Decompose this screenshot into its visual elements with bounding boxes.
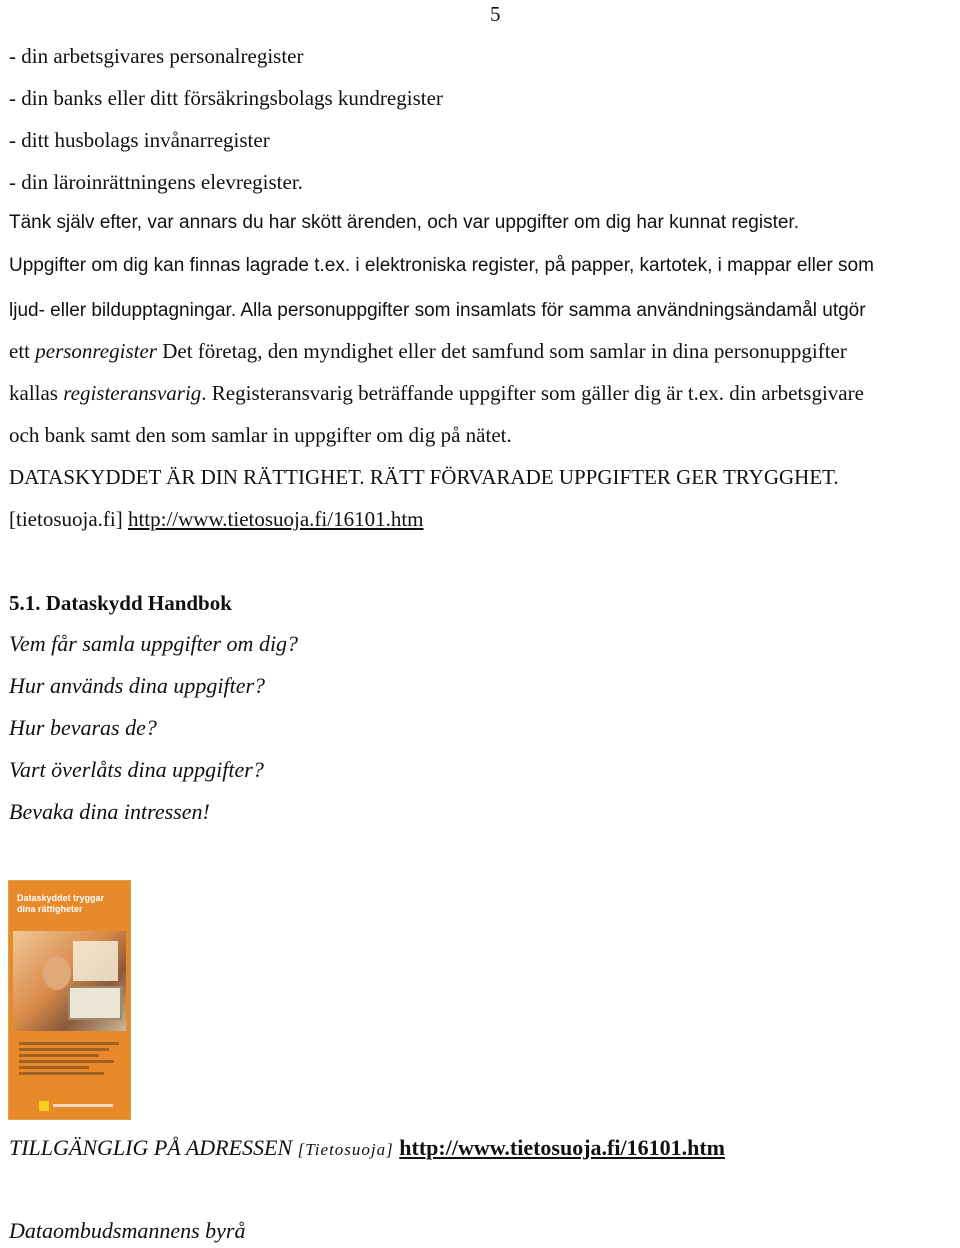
section-title: 5.1. Dataskydd Handbok — [9, 591, 232, 615]
question: Bevaka dina intressen! — [9, 799, 210, 824]
question: Hur används dina uppgifter? — [9, 673, 266, 698]
list-item: - din arbetsgivares personalregister — [9, 44, 304, 68]
paragraph-text: Det företag, den myndighet eller det samfund som samlar in dina personuppgifter — [156, 339, 847, 363]
paragraph-text: ett — [9, 339, 36, 363]
paragraph-line: och bank samt den som samlar in uppgifter om dig på nätet. — [9, 423, 512, 447]
paragraph-text: kallas — [9, 381, 64, 405]
cover-title-line: dina rättigheter — [17, 904, 83, 914]
cover-logo-icon — [39, 1101, 49, 1111]
list-item: - din läroinrättningens elevregister. — [9, 170, 303, 194]
availability-link[interactable]: http://www.tietosuoja.fi/16101.htm — [399, 1135, 725, 1160]
cover-title-line: Dataskyddet tryggar — [17, 893, 105, 903]
office-name: Dataombudsmannens byrå — [9, 1218, 246, 1243]
paragraph-text: . Registeransvarig beträffande uppgifter som gäller dig är t.ex. din arbetsgivare — [201, 381, 864, 405]
cover-person — [43, 956, 71, 990]
availability-label: TILLGÄNGLIG PÅ ADRESSEN — [9, 1135, 293, 1160]
term-personregister: personregister — [35, 339, 157, 363]
list-item: - ditt husbolags invånarregister — [9, 128, 270, 152]
availability-source: [Tietosuoja] — [297, 1140, 394, 1159]
cover-small-text — [19, 1039, 119, 1078]
question: Vem får samla uppgifter om dig? — [9, 631, 299, 656]
paragraph-text: Alla personuppgifter som insamlats för samma användningsändamål utgör — [236, 300, 866, 321]
term-registeransvarig: registeransvarig — [63, 381, 202, 405]
availability-line — [9, 1135, 725, 1161]
paragraph-line: Uppgifter om dig kan finnas lagrade t.ex. i elektroniska register, på papper, kartotek, i mappar eller som — [9, 255, 874, 276]
cover-title — [17, 893, 104, 915]
cover-photo — [13, 931, 126, 1031]
question: Hur bevaras de? — [9, 715, 157, 740]
paragraph-line — [9, 296, 866, 324]
cover-computer — [68, 986, 122, 1020]
question: Vart överlåts dina uppgifter? — [9, 757, 264, 782]
paragraph-line: Tänk själv efter, var annars du har skött ärenden, och var uppgifter om dig har kunnat register. — [9, 212, 799, 233]
source-link[interactable]: http://www.tietosuoja.fi/16101.htm — [127, 507, 424, 531]
paragraph-line — [9, 380, 864, 406]
page-number: 5 — [490, 2, 501, 26]
caps-statement: DATASKYDDET ÄR DIN RÄTTIGHET. RÄTT FÖRVARADE UPPGIFTER GER TRYGGHET. — [9, 465, 839, 489]
paragraph-text: ljud- eller bildupptagningar. — [9, 300, 237, 321]
handbook-cover-image — [8, 880, 131, 1120]
list-item: - din banks eller ditt försäkringsbolags kundregister — [9, 86, 443, 110]
cover-footer — [9, 1095, 130, 1119]
paragraph-line — [9, 338, 847, 364]
source-line — [9, 506, 424, 532]
source-label: [tietosuoja.fi] — [9, 507, 128, 531]
cover-window — [73, 941, 118, 981]
